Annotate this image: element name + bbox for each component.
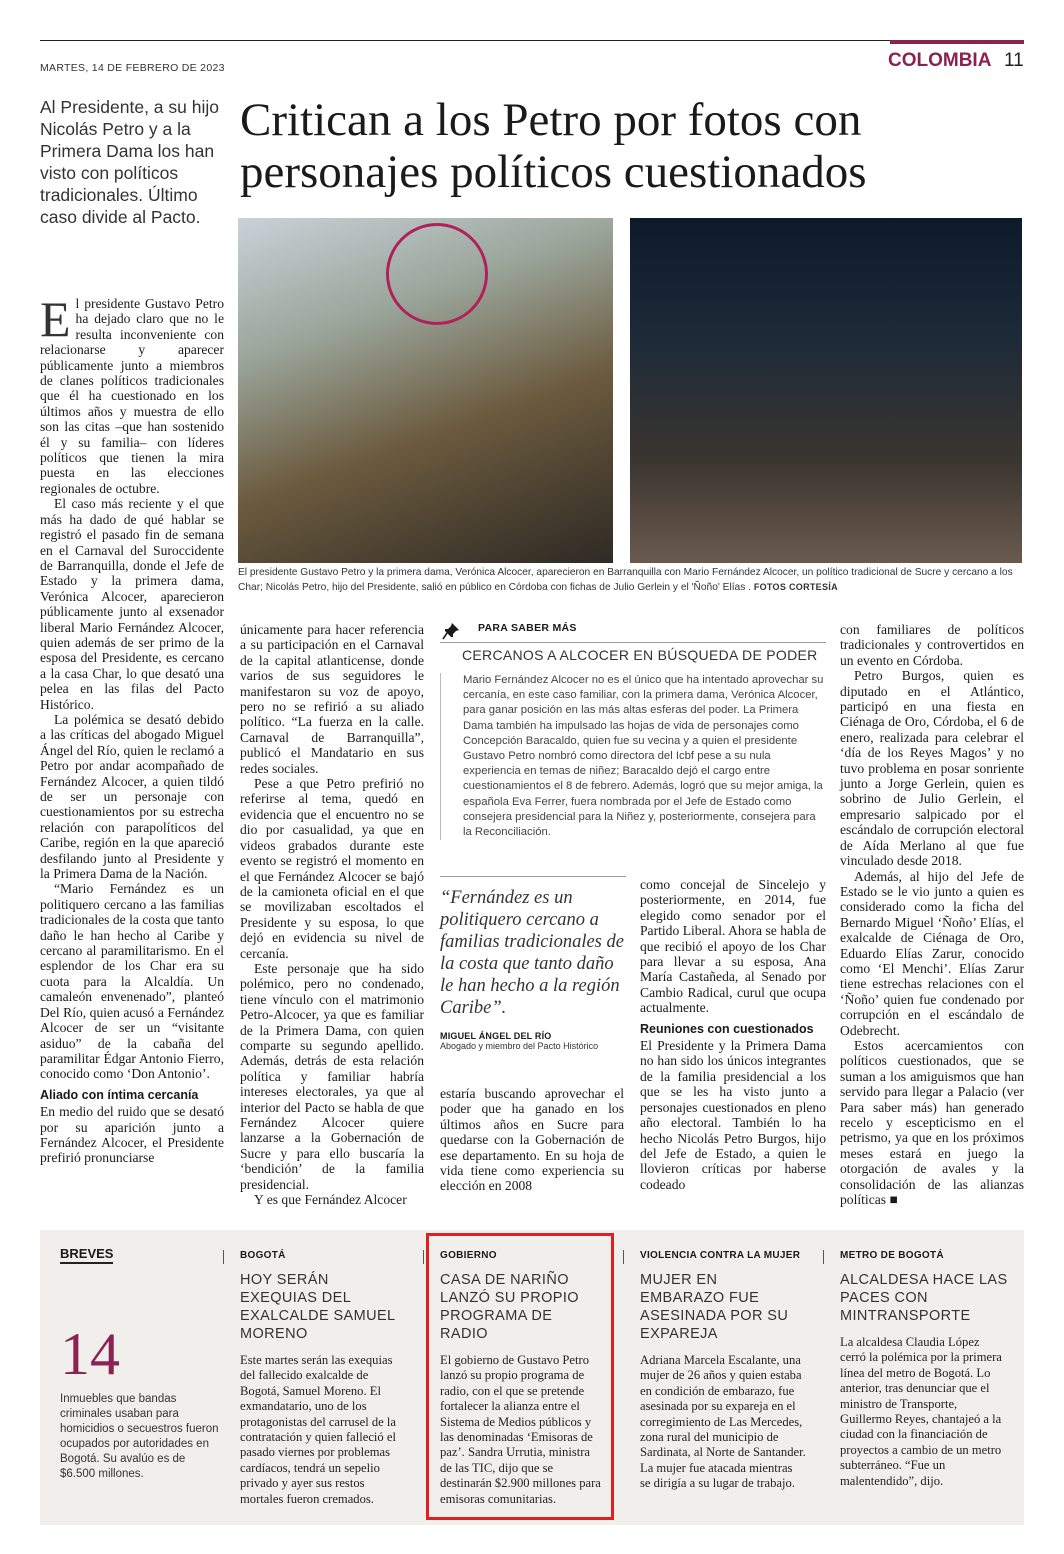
paragraph: Y es que Fernández Alcocer: [254, 1192, 407, 1208]
breves-intro: [60, 1230, 220, 1482]
article-column-2: [240, 622, 424, 1207]
brief-item: [240, 1230, 408, 1507]
paragraph: El caso más reciente y el que más ha dado de qué hablar se registró el pasado fin de semana en el Carnaval del Suroccidente de Barranquilla, donde el Jefe de Estado y la primera dama, Verónica Alcocer, aparecieron públicamente junto al exsenador liberal Mario Fernández Alcocer, quien además de ser primo de la esposa del Presidente, es cercano a la casa Char, lo que desató una pelea en las filas del Pacto Histórico.: [40, 496, 224, 712]
dropcap: E: [40, 291, 71, 347]
subhead: Reuniones con cuestionados: [640, 1021, 814, 1036]
paragraph: Estos acercamientos con políticos cuestionados, que se suman a los amiguismos que han servido para llegar a Palacio (ver Para saber más) han generado recelo y escepticismo en el petrismo, ya que en los próximos meses estará en juego la otorgación de avales y la consolidación de las alianzas políticas ■: [840, 1037, 1024, 1208]
photo-carnival: [238, 218, 613, 563]
paragraph: Petro Burgos, quien es diputado en el Atlántico, participó en una fiesta en Ciénaga de Oro, Córdoba, el 6 de enero, realizada para celebrar el ‘día de los Reyes Magos’ y no tuvo problema en posar sonriente junto a Jorge Gerlein, quien es sobrino de Julio Gerlein, el empresario salpicado por el escándalo de corrupción electoral de Aída Merlano al que fue vinculado desde 2018.: [840, 668, 1024, 869]
article-column-5: [840, 622, 1024, 1207]
pull-quote: [440, 876, 626, 1051]
brief-body: La alcaldesa Claudia López cerró la polémica por la primera línea del metro de Bogotá. Lo anterior, tras denunciar que el ministro de Transporte, Guillermo Reyes, chantajeó a la ciudad con la financiación de proyectos a cambio de un metro subterráneo. “Fue un malentendido”, dijo.: [840, 1335, 1002, 1488]
box-title: CERCANOS A ALCOCER EN BÚSQUEDA DE PODER: [440, 642, 826, 667]
article-headline: Critican a los Petro por fotos con personajes políticos cuestionados: [240, 94, 867, 198]
paragraph: estaría buscando aprovechar el poder que ha ganado en los últimos años en Sucre para quedarse con la Gobernación de ese departamento. En su hoja de vida tiene como experiencia su elección en 2008: [440, 1086, 624, 1194]
brief-tag: BOGOTÁ: [240, 1250, 286, 1261]
brief-tag: VIOLENCIA CONTRA LA MUJER: [640, 1250, 801, 1261]
divider: [823, 1250, 824, 1264]
big-number-text: Inmuebles que bandas criminales usaban para homicidios o secuestros fueron ocupados por autoridades en Bogotá. Su avalúo es de $6.500 millones.: [60, 1393, 219, 1480]
quote-role: Abogado y miembro del Pacto Histórico: [440, 1041, 599, 1051]
article-column-1: [40, 291, 224, 1166]
brief-item: [640, 1230, 806, 1492]
top-rule: [40, 40, 1024, 41]
article-lead: Al Presidente, a su hijo Nicolás Petro y a la Primera Dama los han visto con políticos tradicionales. Último caso divide al Pacto.: [40, 97, 219, 227]
box-tag: PARA SABER MÁS: [478, 622, 577, 634]
quote-text: “Fernández es un politiquero cercano a familias tradicionales de la costa que tanto daño le han hecho a la región Caribe”.: [440, 876, 626, 1019]
article-column-4: [640, 877, 826, 1192]
paragraph: “Mario Fernández es un politiquero cercano a las familias tradicionales de la costa que tanto daño le han hecho al Caribe y cercano al paramilitarismo. En el esplendor de los Char era su cuota para la Alcaldía. Un camaleón envenenado”, planteó Del Río, quien acusó a Fernández Alcocer de ser un “visitante asiduo” de la cabaña del paramilitar Édgar Antonio Fierro, conocido como ‘Don Antonio’.: [40, 881, 224, 1082]
photo-cordoba-event: [630, 218, 1022, 563]
caption-text: El presidente Gustavo Petro y la primera dama, Verónica Alcocer, aparecieron en Barranquilla con Mario Fernández Alcocer, un político tradicional de Sucre y cercano a los Char; Nicolás Petro, hijo del Presidente, salió en público en Córdoba con fichas de Julio Gerlein y el 'Ñoño' Elías .: [238, 567, 1013, 593]
brief-title: ALCALDESA HACE LAS PACES CON MINTRANSPORTE: [840, 1272, 1008, 1324]
divider: [423, 1250, 424, 1264]
quote-author: MIGUEL ÁNGEL DEL RÍO: [440, 1031, 552, 1041]
brief-body: El gobierno de Gustavo Petro lanzó su propio programa de radio, con el que se pretende fortalecer la alianza entre el Sistema de Medios públicos y las denominadas ‘Emisoras de paz’. Sandra Urrutia, ministra de las TIC, dijo que se destinarán $2.900 millones para emisoras comunitarias.: [440, 1353, 601, 1506]
brief-item: [840, 1230, 1008, 1489]
page-number: 11: [1004, 50, 1024, 71]
subhead: Aliado con íntima cercanía: [40, 1087, 199, 1102]
brief-tag: METRO DE BOGOTÁ: [840, 1250, 944, 1261]
brief-title: HOY SERÁN EXEQUIAS DEL EXALCALDE SAMUEL MORENO: [240, 1272, 395, 1342]
paragraph: con familiares de políticos tradicionales y controvertidos en un evento en Córdoba.: [840, 622, 1024, 668]
para-saber-mas-box: [440, 622, 826, 840]
brief-tag: GOBIERNO: [440, 1250, 497, 1261]
divider: [623, 1250, 624, 1264]
section-accent-bar: [890, 40, 1024, 44]
paragraph: únicamente para hacer referencia a su participación en el Carnaval de la capital atlanticense, donde varios de sus seguidores le manifestaron su voz de apoyo, pero no se refirió a su aliado político. “La fuerza en la calle. Carnaval de Barranquilla”, publicó el Mandatario en sus redes sociales.: [240, 622, 424, 776]
photo-caption: [238, 566, 1028, 595]
big-number: 14: [60, 1321, 120, 1387]
paragraph: Además, al hijo del Jefe de Estado se le vio junto a quien es considerado como la ficha del Bernardo Miguel ‘Ñoño’ Elías, el exalcalde de Ciénaga de Oro, Eduardo Elías Zarur, conocido como ‘El Menchi’. Elías Zarur tiene estrechas relaciones con el ‘Ñoño’ quien fue condenado por corrupción en el escándalo de Odebrecht.: [840, 868, 1024, 1038]
paragraph: Pese a que Petro prefirió no referirse al tema, quedó en evidencia que el encuentro no se dio por casualidad, ya que en videos grabados durante este evento se registró el momento en el que Fernández Alcocer se bajó de la camioneta oficial en el que se movilizaban escoltados el Presidente y su esposa, lo que dejó en evidencia su nivel de cercanía.: [240, 776, 424, 961]
paragraph: En medio del ruido que se desató por su aparición junto a Fernández Alcocer, el Presidente prefirió pronunciarse: [40, 1104, 224, 1166]
highlight-box: [426, 1233, 614, 1520]
paragraph: como concejal de Sincelejo y posteriormente, en 2014, fue elegido como senador por el Partido Liberal. Ahora se habla de que recibió el apoyo de los Char para llevar a su esposa, Ana María Castañeda, al Senado por Cambio Radical, curul que ocupa actualmente.: [640, 877, 826, 1016]
divider: [223, 1250, 224, 1264]
paragraph: La polémica se desató debido a las críticas del abogado Miguel Ángel del Río, quien le reclamó a Petro por andar acompañado de Fernández Alcocer, a quien tildó de ser un personaje con cuestionamientos por su estrecha relación con parapolíticos del Caribe, región en la que apareció desfilando junto al Presidente y la Primera Dama de la Nación.: [40, 711, 224, 882]
box-body: Mario Fernández Alcocer no es el único que ha intentado aprovechar su cercanía, en este caso familiar, con la primera dama, Verónica Alcocer, para ganar posición en las más altas esferas del poder. La Primera Dama también ha impulsado las hojas de vida de personajes como Concepción Baracaldo, quien fue su vecina y a quien el presidente Gustavo Petro nombró como directora del Icbf pese a su nula experiencia en temas de niñez; Baracaldo dejó el cargo entre cuestionamientos el 8 de febrero. Además, logró que su mejor amiga, la española Eva Ferrer, fuera nombrada por el Jefe de Estado como consejera presidencial para la Niñez y, posteriormente, consejera para la Reconciliación.: [440, 673, 826, 840]
caption-credit: FOTOS CORTESÍA: [753, 582, 838, 592]
brief-title: CASA DE NARIÑO LANZÓ SU PROPIO PROGRAMA DE RADIO: [440, 1272, 579, 1342]
paragraph: Este personaje que ha sido polémico, pero no condenado, tiene vínculo con el matrimonio Petro-Alcocer, ya que es familiar de la Primera Dama, con quien comparte su segundo apellido. Además, detrás de esta relación política y familiar habría intereses electorales, ya que al interior del Pacto se habla de que Fernández Alcocer quiere lanzarse a la Gobernación de Sucre y para ello buscaría la ‘bendición’ de la familia presidencial.: [240, 960, 424, 1192]
paragraph: El Presidente y la Primera Dama no han sido los únicos integrantes de la familia presidencial a los que se les ha visto junto a personajes cuestionados en pleno año electoral. También lo ha hecho Nicolás Petro Burgos, hijo del Jefe de Estado, a quien le llovieron críticas por haberse codeado: [640, 1038, 826, 1192]
paragraph: El presidente Gustavo Petro ha dejado claro que no le resulta inconveniente con relacionarse y aparecer públicamente junto a miembros de clanes políticos tradicionales que él ha cuestionado en los últimos años y muestra de ello son las citas –que han sostenido él y su familia– con líderes políticos que tienen la mira puesta en las elecciones regionales de octubre.: [40, 291, 224, 496]
brief-title: MUJER EN EMBARAZO FUE ASESINADA POR SU EXPAREJA: [640, 1272, 789, 1342]
article-column-3: [440, 1086, 624, 1194]
brief-body: Adriana Marcela Escalante, una mujer de 26 años y quien estaba en condición de embarazo, fue asesinada por su expareja en el corregimiento de Las Mercedes, zona rural del municipio de Sardinata, al Norte de Santander. La mujer fue atacada mientras se dirigía a su lugar de trabajo.: [640, 1353, 806, 1491]
brief-body: Este martes serán las exequias del fallecido exalcalde de Bogotá, Samuel Moreno. El exmandatario, uno de los protagonistas del carrusel de la contratación y quien falleció el pasado viernes por problemas cardíacos, tendrá un sepelio privado y ayer sus restos mortales fueron cremados.: [240, 1353, 396, 1506]
highlight-circle: [386, 223, 488, 325]
breves-label: BREVES: [60, 1246, 113, 1264]
issue-date: MARTES, 14 DE FEBRERO DE 2023: [40, 62, 225, 74]
section-name: COLOMBIA: [888, 50, 992, 71]
